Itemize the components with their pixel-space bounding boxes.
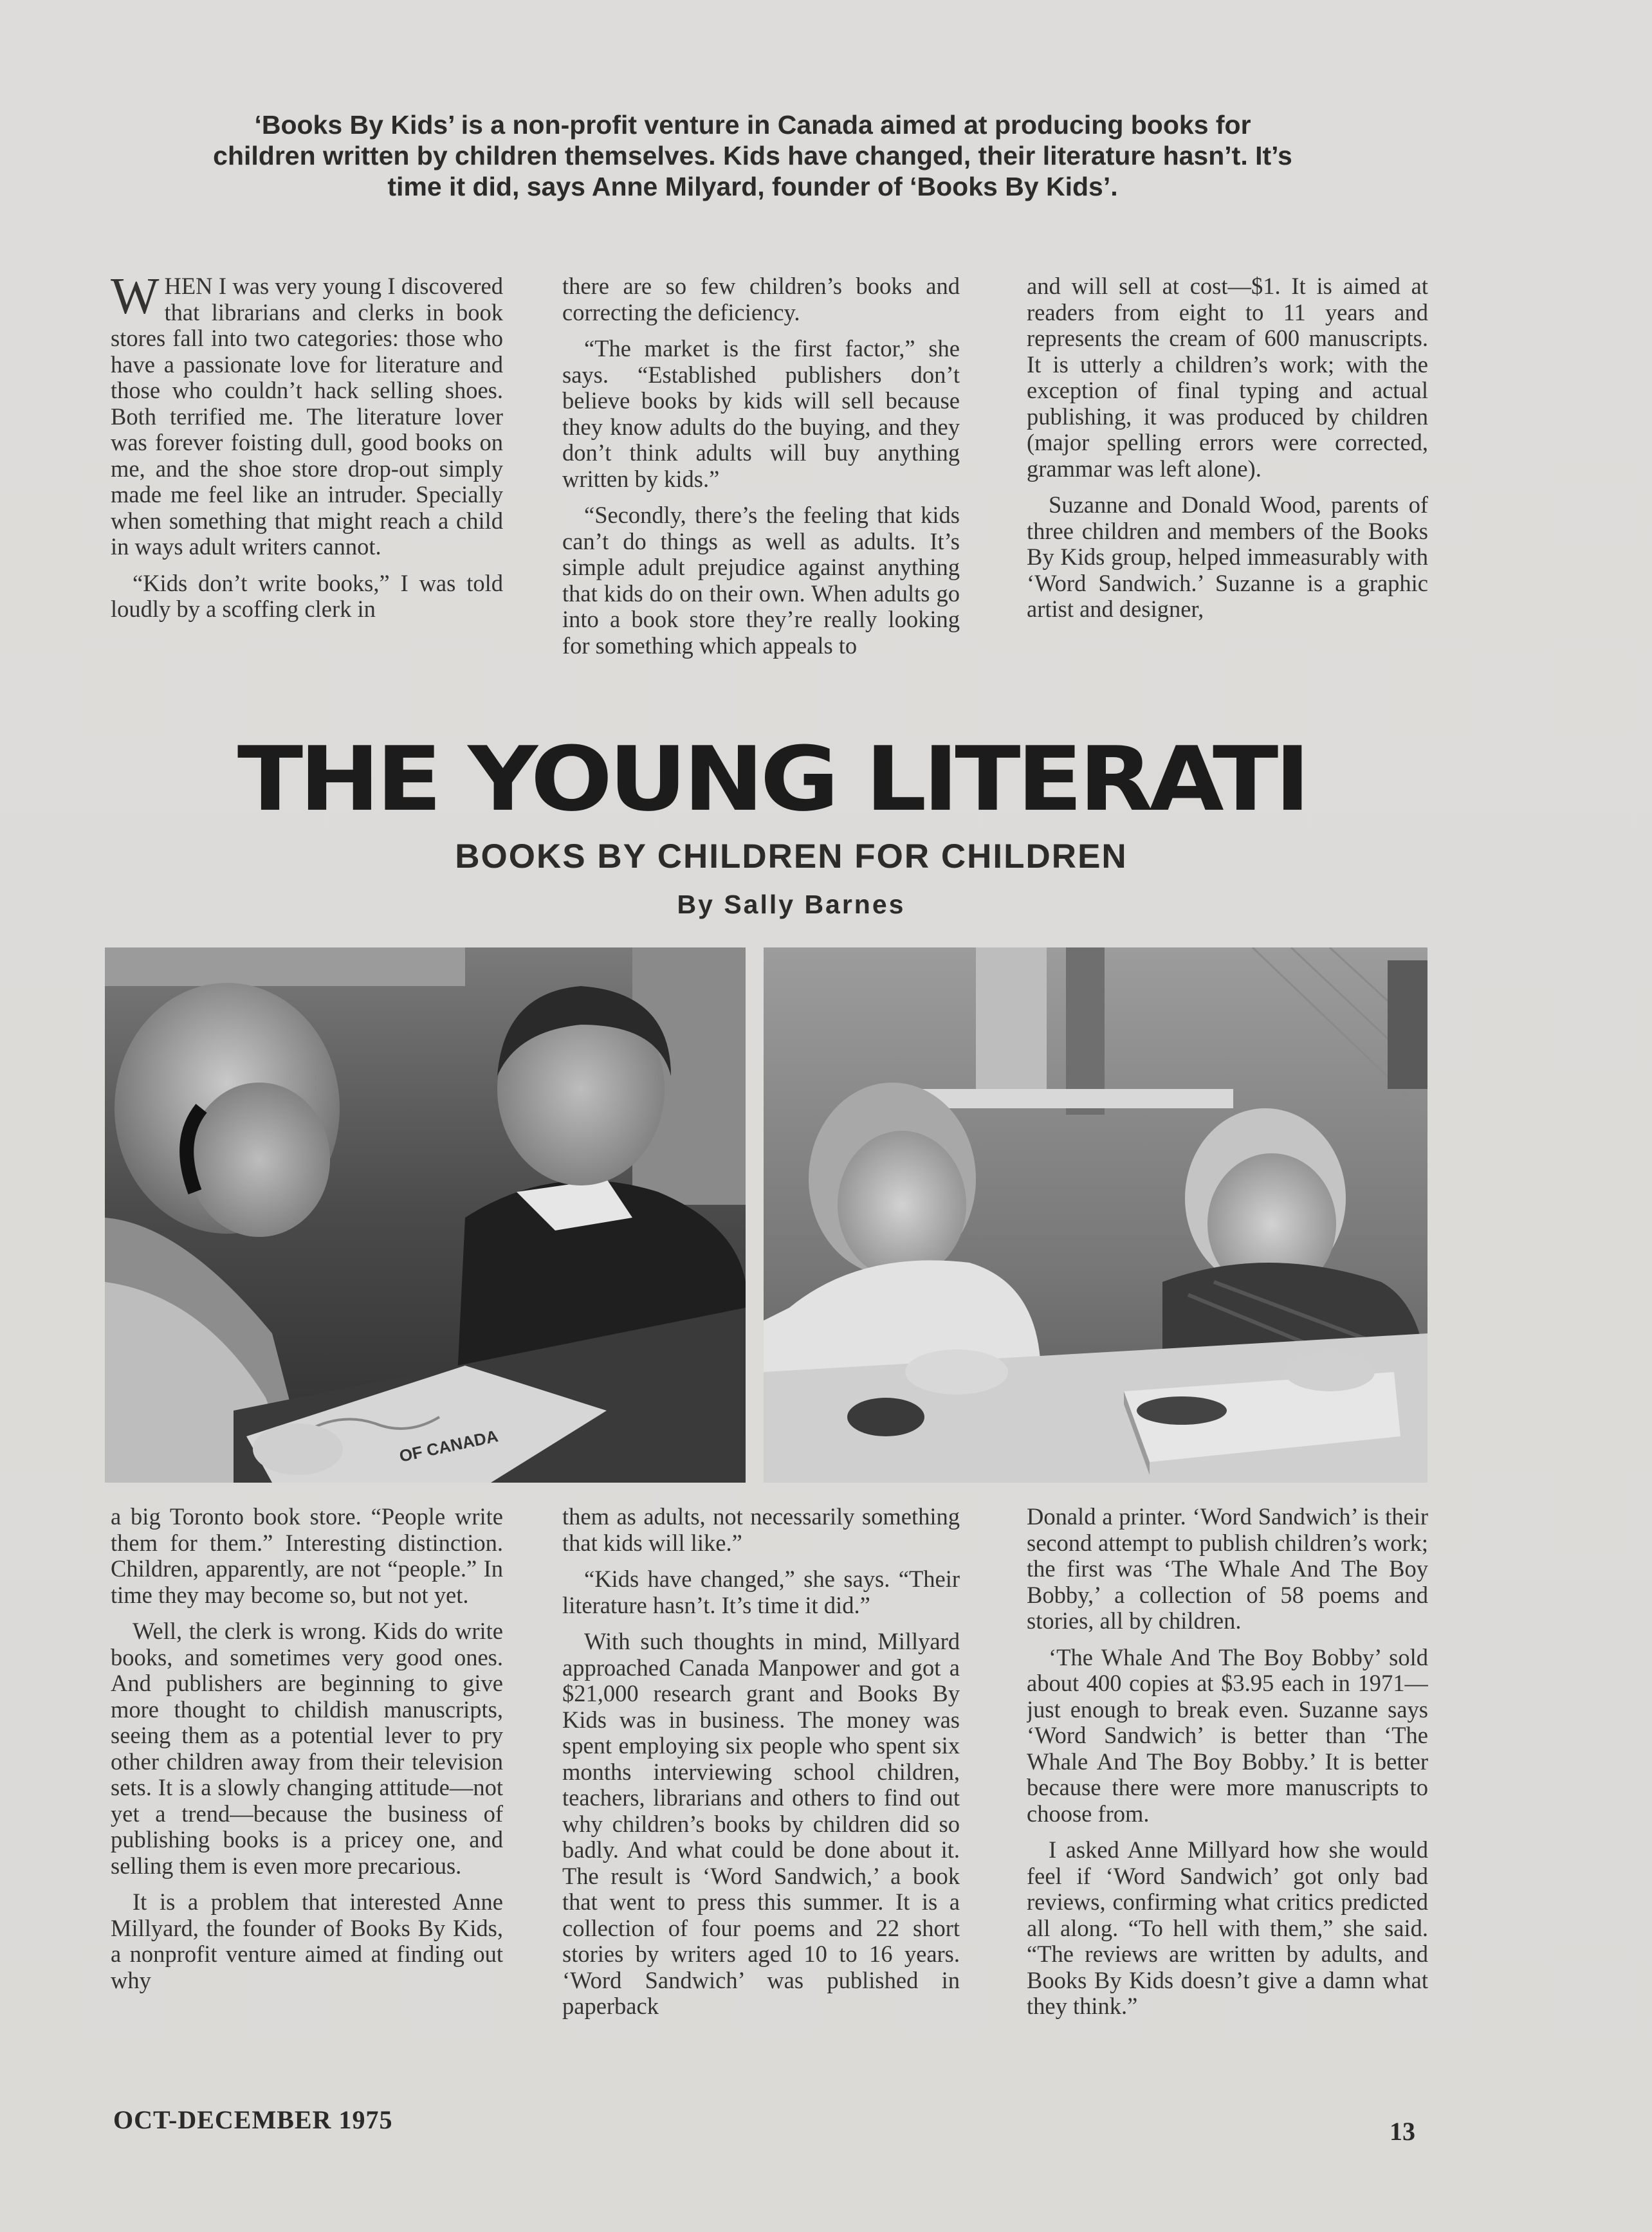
headline: THE YOUNG LITERATI <box>237 727 1307 832</box>
paragraph: Suzanne and Donald Wood, parents of three children and members of the Books By Kids group, helped immeasurably with ‘Word Sandwich.’ Suzanne is a graphic artist and designer, <box>1027 491 1428 622</box>
paragraph: a big Toronto book store. “People write them for them.” Interesting distinction. Children, apparently, are not “people.” In time they may become so, but not yet. <box>111 1504 503 1608</box>
paragraph: HEN I was very young I discovered that librarians and clerks in book stores fall into two categories: those who have a passionate love for literature and those who couldn’t hack selling shoes. Both terrified me. The literature lover was forever foisting dull, good books on me, and the shoe store drop-out simply made me feel like an intruder. Specially when something that might reach a child in ways adult writers cannot. <box>111 273 503 560</box>
bottom-column-2 <box>562 1504 960 2096</box>
paragraph: “The market is the first factor,” she says. “Established publishers don’t believe books by kids will sell because they know adults do the buying, and they don’t think adults will buy anything written by kids.” <box>562 335 960 492</box>
paragraph: and will sell at cost—$1. It is aimed at readers from eight to 11 years and represents the cream of 600 manuscripts. It is utterly a children’s work; with the exception of final typing and actual publishing, it was produced by children (major spelling errors were corrected, grammar was left alone). <box>1027 273 1428 482</box>
paragraph: “Secondly, there’s the feeling that kids can’t do things as well as adults. It’s simple adult prejudice against anything that kids do on their own. When adults go into a book store they’re really looking for something which appeals to <box>562 502 960 659</box>
subheadline: BOOKS BY CHILDREN FOR CHILDREN <box>455 837 1128 875</box>
drop-cap: W <box>111 273 160 325</box>
paragraph: there are so few children’s books and correcting the deficiency. <box>562 273 960 325</box>
paragraph: “Kids don’t write books,” I was told loudly by a scoffing clerk in <box>111 569 503 622</box>
paragraph: “Kids have changed,” she says. “Their literature hasn’t. It’s time it did.” <box>562 1566 960 1618</box>
top-column-2 <box>562 273 960 717</box>
paragraph: Well, the clerk is wrong. Kids do write books, and sometimes very good ones. And publishers are beginning to give more thought to childish manuscripts, seeing them as a potential lever to pry other children away from their television sets. It is a slowly changing attitude—not yet a trend—because the business of publishing books is a pricey one, and selling them is even more precarious. <box>111 1618 503 1879</box>
article-deck: ‘Books By Kids’ is a non-profit venture in Canada aimed at producing books for children written by children themselves. Kids have changed, their literature hasn’t. It’s time it did, says Anne Milyard, founder of ‘Books By Kids’. <box>213 110 1292 201</box>
top-column-1 <box>111 273 503 717</box>
bottom-column-1 <box>111 1504 503 2096</box>
paragraph: I asked Anne Millyard how she would feel if ‘Word Sandwich’ got only bad reviews, confirming what critics predicted all along. “To hell with them,” she said. “The reviews are written by adults, and Books By Kids doesn’t give a damn what they think.” <box>1027 1836 1428 2019</box>
paragraph: It is a problem that interested Anne Millyard, the founder of Books By Kids, a nonprofit venture aimed at finding out why <box>111 1889 503 1993</box>
bottom-column-3 <box>1027 1504 1428 2096</box>
paragraph: ‘The Whale And The Boy Bobby’ sold about 400 copies at $3.95 each in 1971—just enough to break even. Suzanne says ‘Word Sandwich’ is better than ‘The Whale And The Boy Bobby.’ It is better because there were more manuscripts to choose from. <box>1027 1643 1428 1827</box>
issue-date: OCT-DECEMBER 1975 <box>113 2105 393 2134</box>
photo-children-writing <box>764 947 1427 1483</box>
paragraph: them as adults, not necessarily something that kids will like.” <box>562 1504 960 1556</box>
map-label: OF CANADA <box>398 1426 500 1466</box>
byline: By Sally Barnes <box>677 890 906 919</box>
photo-boys-reading-map <box>105 947 746 1483</box>
top-column-3 <box>1027 273 1428 717</box>
paragraph: Donald a printer. ‘Word Sandwich’ is their second attempt to publish children’s work; the first was ‘The Whale And The Boy Bobby,’ a collection of 58 poems and stories, all by children. <box>1027 1504 1428 1634</box>
page-number: 13 <box>1390 2117 1415 2146</box>
paragraph: With such thoughts in mind, Millyard approached Canada Manpower and got a $21,000 research grant and Books By Kids was in business. The money was spent employing six people who spent six months interviewing school children, teachers, librarians and others to find out why children’s books by children did so badly. And what could be done about it. The result is ‘Word Sandwich,’ a book that went to press this summer. It is a collection of four poems and 22 short stories by writers aged 10 to 16 years. ‘Word Sandwich’ was published in paperback <box>562 1628 960 2019</box>
